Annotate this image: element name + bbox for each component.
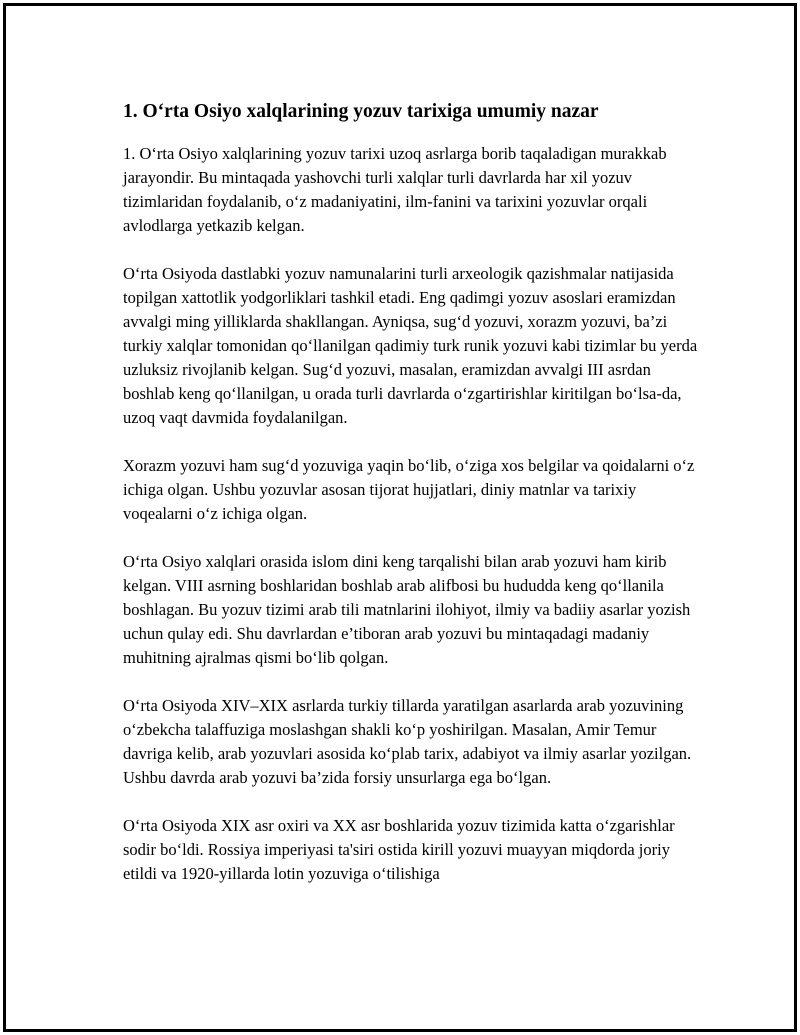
document-title: 1. O‘rta Osiyo xalqlarining yozuv tarixiga umumiy nazar: [123, 101, 599, 122]
paragraph-1: 1. O‘rta Osiyo xalqlarining yozuv tarixi uzoq asrlarga borib taqaladigan murakkab jarayondir. Bu mintaqada yashovchi turli xalqlar turli davrlarda har xil yozuv tizimlaridan foydalanib, o‘z madaniyatini, ilm-fanini va tarixini yozuvlar orqali avlodlarga yetkazib kelgan.: [123, 144, 667, 235]
paragraph-4: O‘rta Osiyo xalqlari orasida islom dini keng tarqalishi bilan arab yozuvi ham kirib kelgan. VIII asrning boshlaridan boshlab arab alifbosi bu hududda keng qo‘llanila boshlagan. Bu yozuv tizimi arab tili matnlarini ilohiyot, ilmiy va badiiy asarlar yozish uchun qulay edi. Shu davrlardan e’tiboran arab yozuvi bu mintaqadagi madaniy muhitning ajralmas qismi bo‘lib qolgan.: [123, 552, 691, 667]
page-frame: [3, 3, 797, 1032]
paragraph-6: O‘rta Osiyoda XIX asr oxiri va XX asr boshlarida yozuv tizimida katta o‘zgarishlar sodir bo‘ldi. Rossiya imperiyasi ta'siri ostida kirill yozuvi muayyan miqdorda joriy etildi va 1920-yillarda lotin yozuviga o‘tilishiga: [123, 816, 675, 883]
paragraph-5: O‘rta Osiyoda XIV–XIX asrlarda turkiy tillarda yaratilgan asarlarda arab yozuvining o‘zbekcha talaffuziga moslashgan shakli ko‘p yoshirilgan. Masalan, Amir Temur davriga kelib, arab yozuvlari asosida ko‘plab tarix, adabiyot va ilmiy asarlar yozilgan. Ushbu davrda arab yozuvi ba’zida forsiy unsurlarga ega bo‘lgan.: [123, 696, 692, 787]
document-body: [123, 98, 703, 910]
paragraph-2: O‘rta Osiyoda dastlabki yozuv namunalarini turli arxeologik qazishmalar natijasida topilgan xattotlik yodgorliklari tashkil etadi. Eng qadimgi yozuv asoslari eramizdan avvalgi ming yilliklarda shakllangan. Ayniqsa, sug‘d yozuvi, xorazm yozuvi, ba’zi turkiy xalqlar tomonidan qo‘llanilgan qadimiy turk runik yozuvi kabi tizimlar bu yerda uzluksiz rivojlanib kelgan. Sug‘d yozuvi, masalan, eramizdan avvalgi III asrdan boshlab keng qo‘llanilgan, u orada turli davrlarda o‘zgartirishlar kiritilgan bo‘lsa-da, uzoq vaqt davmida foydalanilgan.: [123, 264, 698, 427]
paragraph-3: Xorazm yozuvi ham sug‘d yozuviga yaqin bo‘lib, o‘ziga xos belgilar va qoidalarni o‘z ichiga olgan. Ushbu yozuvlar asosan tijorat hujjatlari, diniy matnlar va tarixiy voqealarni o‘z ichiga olgan.: [123, 456, 695, 523]
